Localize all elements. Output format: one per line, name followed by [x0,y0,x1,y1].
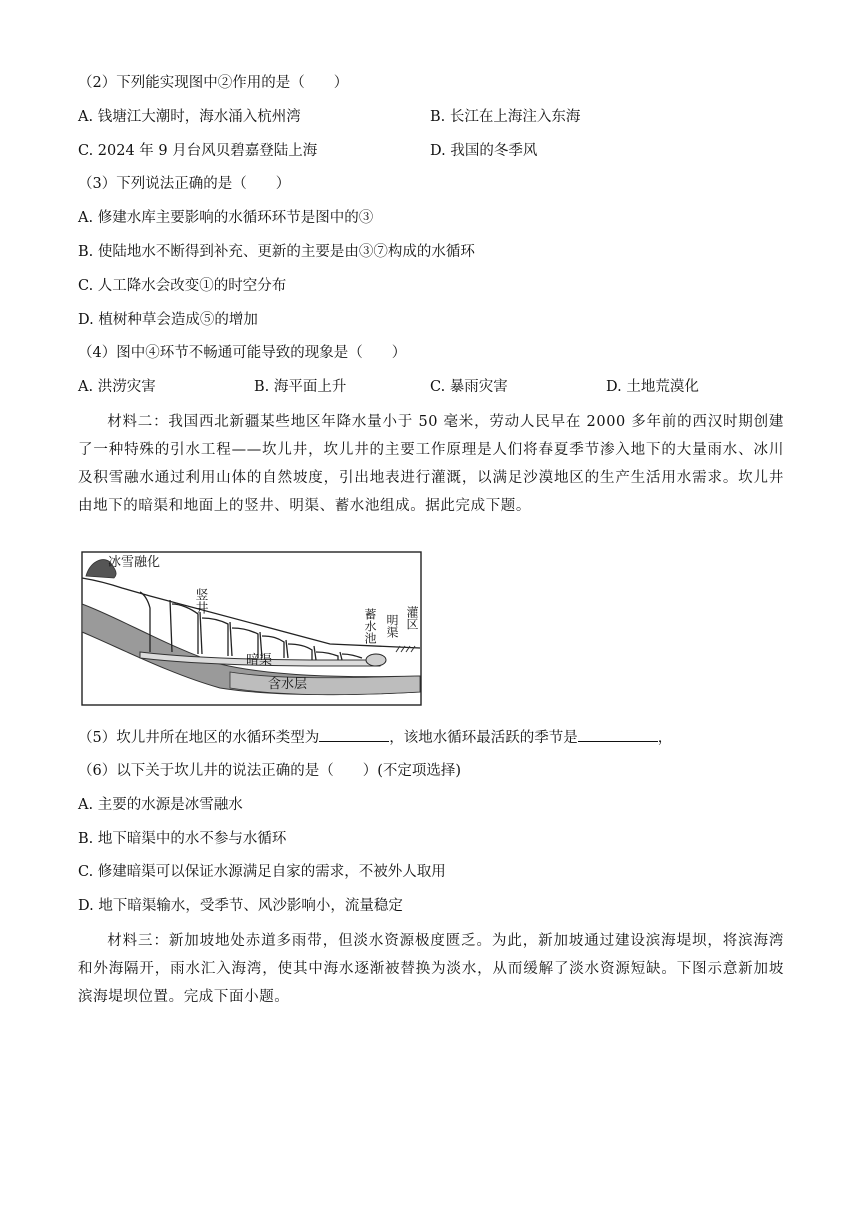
q3-option-d: D. 植树种草会造成⑤的增加 [78,312,258,328]
label-aquifer: 含水层 [268,677,308,692]
q4-stem: （4）图中④环节不畅通可能导致的现象是（ ） [78,345,407,361]
label-open-canal: 明渠 [385,614,399,638]
q6-option-d: D. 地下暗渠输水，受季节、风沙影响小，流量稳定 [78,898,403,914]
q3-option-b: B. 使陆地水不断得到补充、更新的主要是由③⑦构成的水循环 [78,244,475,260]
q4-option-b: B. 海平面上升 [254,379,347,395]
karez-diagram [80,548,424,708]
q6-option-b: B. 地下暗渠中的水不参与水循环 [78,831,287,847]
material-3 [78,927,784,1011]
q5-blank-2[interactable] [578,727,658,742]
q5-part1: （5）坎儿井所在地区的水循环类型为 [78,730,320,746]
q3-option-c: C. 人工降水会改变①的时空分布 [78,278,287,294]
material-2 [78,408,784,520]
q3-option-a: A. 修建水库主要影响的水循环环节是图中的③ [78,210,374,226]
q2-option-a: A. 钱塘江大潮时，海水涌入杭州湾 [78,109,301,125]
q2-option-d: D. 我国的冬季风 [430,143,538,159]
label-irrigation: 灌区 [405,606,419,630]
q3-stem: （3）下列说法正确的是（ ） [78,176,291,192]
label-shaft: 竖井 [192,588,208,614]
storage-pool-shape [366,654,386,666]
label-snow: 冰雪融化 [108,555,161,570]
q4-option-c: C. 暴雨灾害 [430,379,508,395]
material-3-text: 材料三：新加坡地处赤道多雨带，但淡水资源极度匮乏。为此，新加坡通过建设滨海堤坝，将滨海湾和外海隔开，雨水汇入海湾，使其中海水逐渐被替换为淡水，从而缓解了淡水资源短缺。下图示意新加坡滨海堤坝位置。完成下面小题。 [78,933,784,1005]
label-dark-canal: 暗渠 [246,653,273,668]
q2-option-b: B. 长江在上海注入东海 [430,109,581,125]
q5-stem [78,727,672,748]
q4-option-d: D. 土地荒漠化 [606,379,699,395]
q2-option-c: C. 2024 年 9 月台风贝碧嘉登陆上海 [78,143,318,159]
material-2-text: 材料二：我国西北新疆某些地区年降水量小于 50 毫米，劳动人民早在 2000 多年前的西汉时期创建了一种特殊的引水工程——坎儿井，坎儿井的主要工作原理是人们将春夏季节渗入地下的大量雨水、冰川及积雪融水通过利用山体的自然坡度，引出地表进行灌溉，以满足沙漠地区的生产生活用水需求。坎儿井由地下的暗渠和地面上的竖井、明渠、蓄水池组成。据此完成下题。 [78,414,784,514]
q6-option-c: C. 修建暗渠可以保证水源满足自家的需求，不被外人取用 [78,864,446,880]
label-pool: 蓄水池 [363,608,377,644]
q6-option-a: A. 主要的水源是冰雪融水 [78,797,243,813]
q5-part3: ， [657,730,673,746]
q2-stem: （2）下列能实现图中②作用的是（ ） [78,75,349,91]
q6-stem: （6）以下关于坎儿井的说法正确的是（ ）(不定项选择) [78,763,462,779]
q4-option-a: A. 洪涝灾害 [78,379,156,395]
q5-part2: ，该地水循环最活跃的季节是 [389,730,578,746]
q5-blank-1[interactable] [319,727,389,742]
